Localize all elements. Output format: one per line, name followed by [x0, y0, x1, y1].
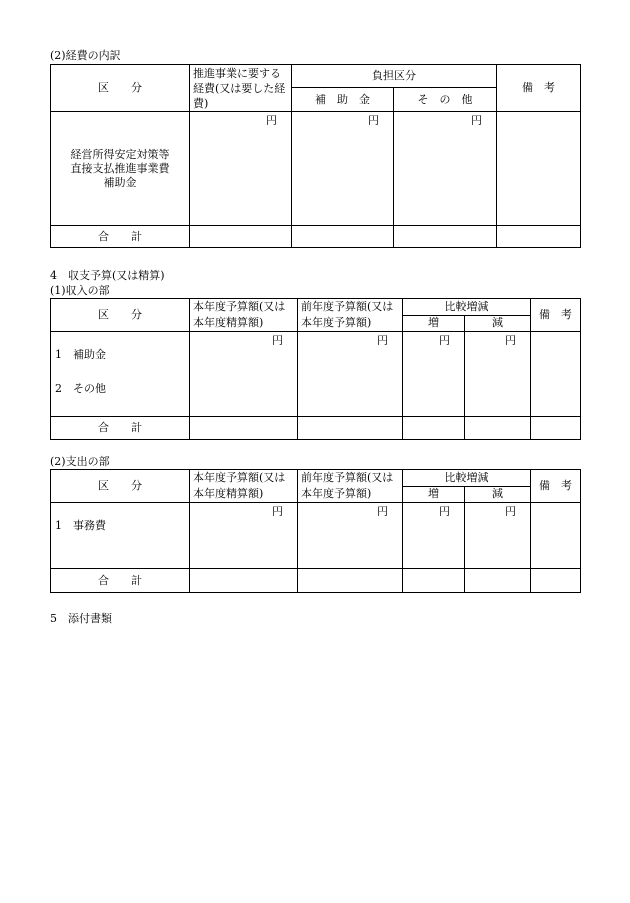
total-cell [190, 417, 298, 440]
item-line-3: 補助金 [103, 175, 137, 189]
yen-unit: 円 [298, 503, 403, 569]
total-label: 合 計 [51, 226, 190, 248]
header-zennendo: 前年度予算額(又は本年度予算額) [298, 470, 403, 503]
total-label: 合 計 [51, 569, 190, 593]
biko-cell [531, 332, 581, 417]
header-biko: 備 考 [497, 65, 581, 112]
total-cell [403, 417, 465, 440]
income-items-cell [51, 332, 190, 417]
total-cell [403, 569, 465, 593]
header-kubun: 区 分 [51, 299, 190, 332]
total-cell [292, 226, 394, 248]
expenditure-item-1: 1 事務費 [55, 519, 106, 532]
total-cell [465, 569, 531, 593]
expenditure-table [50, 469, 581, 593]
income-item-2: 2 その他 [55, 382, 106, 395]
header-zou: 増 [403, 315, 465, 332]
yen-unit: 円 [298, 332, 403, 417]
item-line-2: 直接支払推進事業費 [70, 161, 170, 175]
header-honnendo: 本年度予算額(又は本年度精算額) [190, 299, 298, 332]
biko-cell [497, 112, 581, 226]
yen-unit: 円 [190, 332, 298, 417]
total-cell [190, 569, 298, 593]
total-cell [394, 226, 497, 248]
total-label: 合 計 [51, 417, 190, 440]
total-cell [298, 569, 403, 593]
biko-cell [531, 503, 581, 569]
yen-unit: 円 [190, 503, 298, 569]
header-futan-kubun: 負担区分 [292, 65, 497, 88]
income-item-1: 1 補助金 [55, 348, 106, 361]
total-cell [497, 226, 581, 248]
expense-breakdown-table [50, 64, 581, 248]
header-sonota: そ の 他 [394, 88, 497, 112]
yen-unit: 円 [403, 332, 465, 417]
header-zou: 増 [403, 486, 465, 503]
expenditure-items-cell [51, 503, 190, 569]
item-line-1: 経営所得安定対策等 [70, 147, 170, 161]
header-suishin-keihi: 推進事業に要する経費(又は要した経費) [190, 65, 292, 112]
income-table [50, 298, 581, 440]
header-hikaku: 比較増減 [403, 299, 531, 316]
header-honnendo: 本年度予算額(又は本年度精算額) [190, 470, 298, 503]
heading-expense-breakdown: (2)経費の内訳 [50, 49, 121, 62]
yen-unit: 円 [292, 112, 394, 226]
heading-income: (1)収入の部 [50, 284, 110, 297]
yen-unit: 円 [403, 503, 465, 569]
total-cell [531, 569, 581, 593]
total-cell [465, 417, 531, 440]
yen-unit: 円 [190, 112, 292, 226]
yen-unit: 円 [394, 112, 497, 226]
heading-attachments: 5 添付書類 [50, 612, 112, 625]
header-biko: 備 考 [531, 470, 581, 503]
total-cell [531, 417, 581, 440]
yen-unit: 円 [465, 503, 531, 569]
heading-budget: 4 収支予算(又は精算) [50, 269, 165, 282]
heading-expenditure: (2)支出の部 [50, 455, 110, 468]
header-hikaku: 比較増減 [403, 470, 531, 487]
header-kubun: 区 分 [51, 65, 190, 112]
item-cell [51, 112, 190, 226]
header-zennendo: 前年度予算額(又は本年度予算額) [298, 299, 403, 332]
header-kubun: 区 分 [51, 470, 190, 503]
header-biko: 備 考 [531, 299, 581, 332]
header-gen: 減 [465, 486, 531, 503]
header-gen: 減 [465, 315, 531, 332]
total-cell [190, 226, 292, 248]
header-hojokin: 補 助 金 [292, 88, 394, 112]
total-cell [298, 417, 403, 440]
yen-unit: 円 [465, 332, 531, 417]
